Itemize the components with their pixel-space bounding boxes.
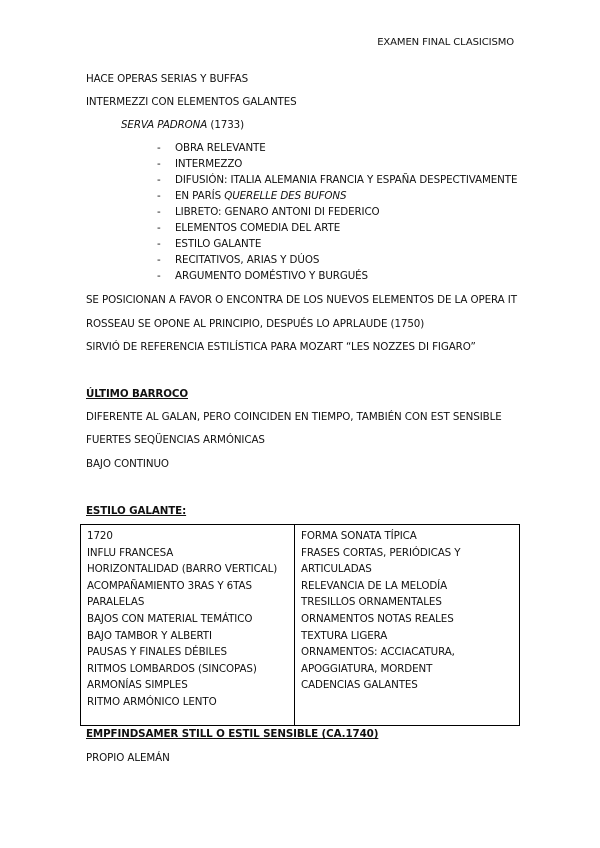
- querelle-italic: QUERELLE DES BUFONS: [224, 190, 347, 202]
- section-heading-estilo-galante: ESTILO GALANTE:: [86, 505, 187, 517]
- paragraph-line: SIRVIÓ DE REFERENCIA ESTILÍSTICA PARA MOZART “LES NOZZES DI FIGARO”: [86, 341, 476, 353]
- work-title-line: [121, 119, 244, 131]
- section-heading-empfindsamer: EMPFINDSAMER STILL O ESTIL SENSIBLE (CA.1740): [86, 728, 379, 740]
- table-row: [81, 525, 520, 726]
- paragraph-line: DIFERENTE AL GALAN, PERO COINCIDEN EN TIEMPO, TAMBIÉN CON EST SENSIBLE: [86, 411, 502, 423]
- estilo-galante-table: [80, 524, 520, 726]
- paragraph-line: SE POSICIONAN A FAVOR O ENCONTRA DE LOS NUEVOS ELEMENTOS DE LA OPERA IT: [86, 294, 517, 306]
- work-year: (1733): [207, 119, 245, 131]
- paragraph-line: PROPIO ALEMÁN: [86, 752, 170, 764]
- paragraph-line: ROSSEAU SE OPONE AL PRINCIPIO, DESPUÉS LO APRLAUDE (1750): [86, 318, 425, 330]
- page-header: EXAMEN FINAL CLASICISMO: [377, 37, 514, 48]
- work-title: SERVA PADRONA: [121, 119, 208, 131]
- paragraph-line: FUERTES SEQÜENCIAS ARMÓNICAS: [86, 434, 265, 446]
- section-heading-ultimo-barroco: ÚLTIMO BARROCO: [86, 388, 188, 400]
- intro-line-intermezzi: INTERMEZZI CON ELEMENTOS GALANTES: [86, 96, 297, 108]
- intro-line-operas: HACE OPERAS SERIAS Y BUFFAS: [86, 73, 249, 85]
- paragraph-line: BAJO CONTINUO: [86, 458, 169, 470]
- table-cell-right: FORMA SONATA TÍPICA FRASES CORTAS, PERIÓDICAS Y ARTICULADAS RELEVANCIA DE LA MELODÍA TRESILLOS ORNAMENTALES ORNAMENTOS NOTAS REALES TEXTURA LIGERA ORNAMENTOS: ACCIACATURA, APOGGIATURA, MORDENT CADENCIAS GALANTES: [295, 525, 520, 726]
- table-cell-left: 1720 INFLU FRANCESA HORIZONTALIDAD (BARRO VERTICAL) ACOMPAÑAMIENTO 3RAS Y 6TAS PARALELAS BAJOS CON MATERIAL TEMÁTICO BAJO TAMBOR Y ALBERTI PAUSAS Y FINALES DÉBILES RITMOS LOMBARDOS (SINCOPAS) ARMONÍAS SIMPLES RITMO ARMÓNICO LENTO: [81, 525, 295, 726]
